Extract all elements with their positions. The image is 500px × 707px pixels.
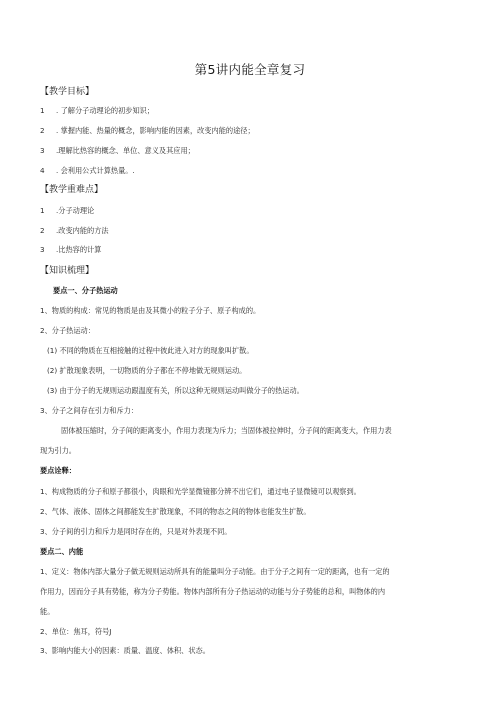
goal-item-1 <box>40 106 154 116</box>
point1-line-5: (3) 由于分子的无规则运动跟温度有关，所以这种无规则运动叫做分子的热运动。 <box>47 386 304 395</box>
goal-text: . 了解分子动理论的初步知识； <box>56 106 155 115</box>
notes-line-3: 3、分子间的引力和斥力是同时存在的，只是对外表现不同。 <box>40 527 232 536</box>
notes-heading: 要点诠释： <box>40 466 76 475</box>
knowledge-header: 【知识梳理】 <box>40 266 95 276</box>
point2-line-3: 3、影响内能大小的因素：质量、温度、体积、状态。 <box>40 646 210 655</box>
goal-text: .理解比热容的概念、单位、意义及其应用； <box>56 146 195 155</box>
point1-line-7a: 固体被压缩时，分子间的距离变小，作用力表现为斥力；当固体被拉伸时，分子间的距离变大，作用力表 <box>61 426 392 435</box>
goal-item-2 <box>40 126 255 136</box>
keypoints-header: 【教学重难点】 <box>40 185 104 195</box>
goal-text: . 掌握内能、热量的概念，影响内能的因素，改变内能的途径； <box>56 126 255 135</box>
goal-text: . 会利用公式计算热量。. <box>56 166 135 175</box>
keypoint-item-1 <box>40 206 94 216</box>
goal-num: 2 <box>40 126 45 135</box>
point2-line-1c: 能。 <box>40 607 55 616</box>
point1-line-3: (1) 不同的物质在互相接触的过程中彼此进入对方的现象叫扩散。 <box>47 346 254 355</box>
point2-line-2: 2、单位：焦耳，符号J <box>40 627 112 636</box>
goal-num: 1 <box>40 106 45 115</box>
keypoint-text: .分子动理论 <box>56 206 95 215</box>
goal-num: 3 <box>40 146 45 155</box>
goal-item-4 <box>40 166 135 176</box>
point2-line-1b: 作用力，因而分子具有势能，称为分子势能。物体内部所有分子热运动的动能与分子势能的总和，叫物体的内 <box>40 587 386 596</box>
point1-line-2: 2、分子热运动： <box>40 326 95 335</box>
point1-heading: 要点一、分子热运动 <box>53 286 118 295</box>
point1-line-6: 3、分子之间存在引力和斥力： <box>40 406 139 415</box>
point1-line-1: 1、物质的构成：常见的物质是由及其微小的粒子分子、原子构成的。 <box>40 306 261 315</box>
point2-line-1a: 1、定义：物体内部大量分子做无规则运动所具有的能量叫分子动能。由于分子之间有一定的距离，也有一定的 <box>40 567 390 576</box>
notes-line-1: 1、构成物质的分子和原子都很小，肉眼和光学显微镜都分辨不出它们，通过电子显微镜可以观察到。 <box>40 487 361 496</box>
keypoint-item-3 <box>40 245 101 255</box>
point2-heading: 要点二、内能 <box>40 547 84 556</box>
keypoint-num: 2 <box>40 226 45 235</box>
point1-line-7b: 现为引力。 <box>40 446 76 455</box>
keypoint-item-2 <box>40 226 109 236</box>
goals-header: 【教学目标】 <box>40 87 95 97</box>
goal-item-3 <box>40 146 195 156</box>
page-title: 第5讲内能全章复习 <box>194 62 306 77</box>
notes-line-2: 2、气体、液体、固体之间都能发生扩散现象，不同的物态之间的物体也能发生扩散。 <box>40 507 311 516</box>
goal-num: 4 <box>40 166 45 175</box>
point1-line-4: (2) 扩散现象表明，一切物质的分子都在不停地做无规则运动。 <box>47 366 247 375</box>
keypoint-num: 3 <box>40 245 45 254</box>
keypoint-num: 1 <box>40 206 45 215</box>
keypoint-text: .比热容的计算 <box>56 245 102 254</box>
keypoint-text: .改变内能的方法 <box>56 226 109 235</box>
